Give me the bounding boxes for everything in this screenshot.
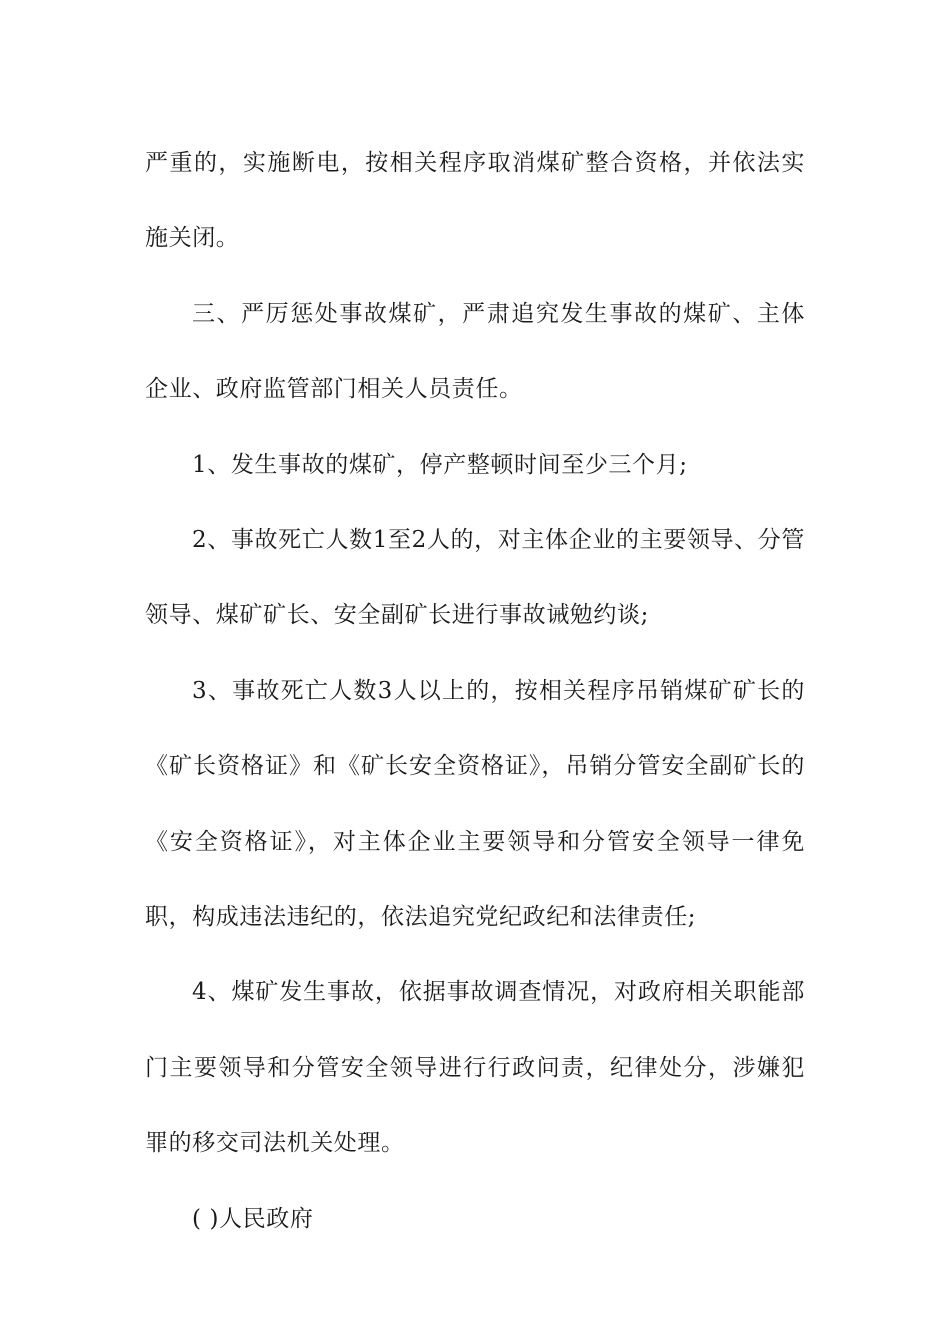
paragraph-item-4: 4、煤矿发生事故，依据事故调查情况，对政府相关职能部门主要领导和分管安全领导进行行政问责，纪律处分，涉嫌犯罪的移交司法机关处理。 — [145, 979, 805, 1157]
signature-line: ( )人民政府 — [192, 1205, 314, 1232]
paragraph-item-2: 2、事故死亡人数1至2人的，对主体企业的主要领导、分管领导、煤矿矿长、安全副矿长进行事故诫勉约谈; — [145, 527, 805, 629]
paragraph-section-three: 三、严厉惩处事故煤矿，严肃追究发生事故的煤矿、主体企业、政府监管部门相关人员责任。 — [145, 300, 805, 403]
paragraph-continuation: 严重的，实施断电，按相关程序取消煤矿整合资格，并依法实施关闭。 — [145, 150, 805, 252]
paragraph-item-3: 3、事故死亡人数3人以上的，按相关程序吊销煤矿矿长的《矿长资格证》和《矿长安全资格证》，吊销分管安全副矿长的《安全资格证》，对主体企业主要领导和分管安全领导一律免职，构成违法违纪的，依法追究党纪政纪和法律责任; — [145, 677, 805, 931]
document-body — [145, 126, 805, 1257]
paragraph-item-1: 1、发生事故的煤矿，停产整顿时间至少三个月; — [192, 451, 688, 478]
